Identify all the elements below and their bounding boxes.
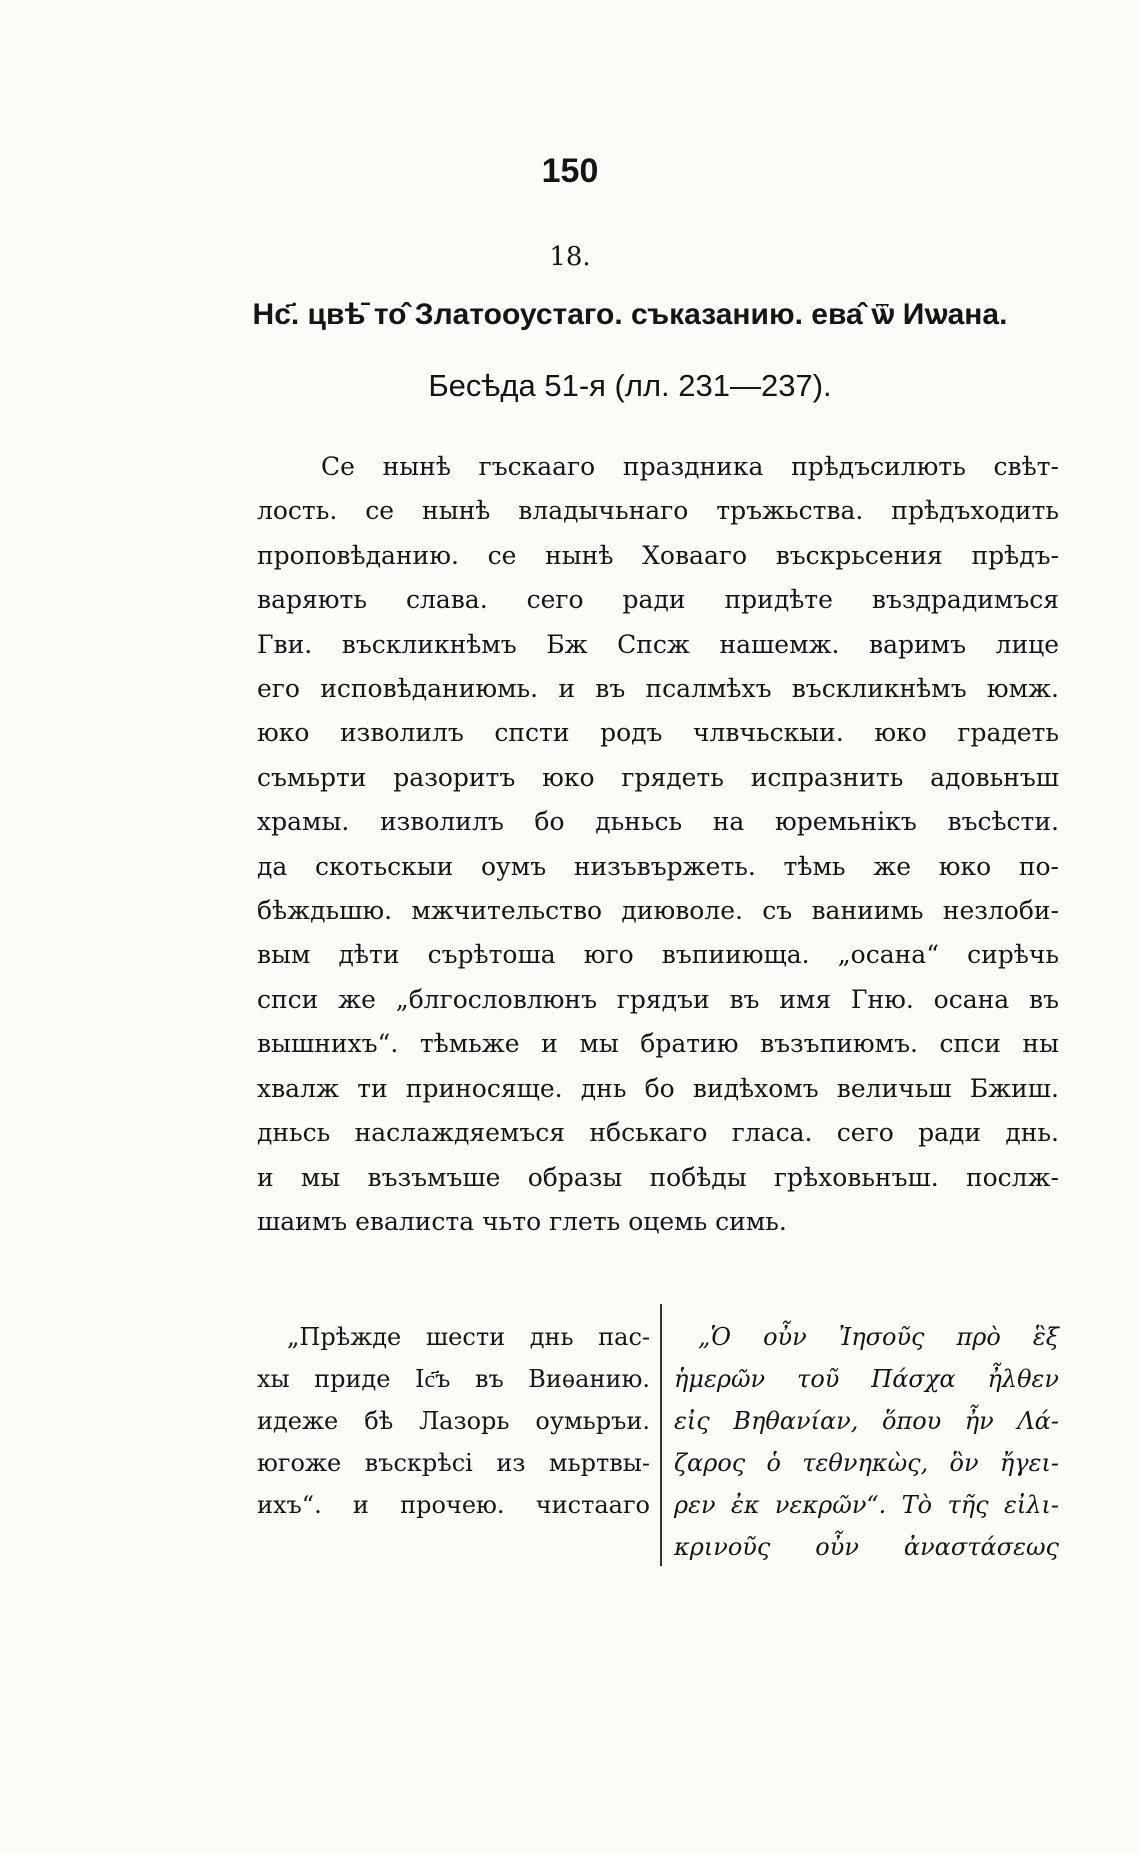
slavonic-line: югоже въскрѣсі из мьртвы- xyxy=(257,1449,650,1477)
slavonic-line: идеже бѣ Лазорь оумьръи. xyxy=(257,1407,650,1435)
section-number: 18. xyxy=(549,242,591,272)
page-subheading: Бесѣда 51-я (лл. 231—237). xyxy=(428,368,832,403)
body-line: шаимъ евалиста чьто глеть оцемь симь. xyxy=(257,1206,787,1236)
body-line: варяють слава. сего ради придѣте въздрадимъся xyxy=(257,585,1059,615)
greek-line: ρεν ἐκ νεκρῶν“. Τὸ τῆς εἰλι- xyxy=(674,1491,1059,1519)
greek-line: „Ὁ οὖν Ἰησοῦς πρὸ ἓξ xyxy=(698,1323,1059,1351)
body-line: дньсь наслаждяемъся нбськаго гласа. сего ради днь. xyxy=(257,1118,1059,1148)
body-line: проповѣданию. се нынѣ Ховааго въскрьсения прѣдъ- xyxy=(257,540,1059,570)
slavonic-column xyxy=(257,1316,650,1526)
body-paragraph xyxy=(257,445,1059,1244)
body-line: Гви. въскликнѣмъ Бж Спсж нашемж. варимъ лице xyxy=(257,629,1059,659)
column-divider xyxy=(660,1304,662,1566)
body-line: да скотьскыи оумъ низъвържеть. тѣмь же юко по- xyxy=(257,851,1059,881)
body-line: хвалж ти приносяще. днь бо видѣхомъ величьш Бжиш. xyxy=(257,1073,1059,1103)
body-line: бѣждьшю. мжчительство диюволе. съ ваниимь незлоби- xyxy=(257,896,1059,926)
slavonic-line: хы приде Іс҃ъ въ Виѳанию. xyxy=(257,1365,650,1393)
body-line: вым дѣти сърѣтоша юго въпииюща. „осана“ сирѣчь xyxy=(257,940,1059,970)
body-line: Се нынѣ гъскааго праздника прѣдъсилють свѣт- xyxy=(321,452,1059,481)
greek-line: ζαρος ὁ τεθνηκὼς, ὃν ἤγει- xyxy=(674,1449,1059,1477)
body-line: лость. се нынѣ владычьнаго тръжьства. прѣдъходить xyxy=(257,496,1059,526)
slavonic-line: ихъ“. и прочею. чистааго xyxy=(257,1491,650,1519)
body-line: съмьрти разоритъ юко грядеть испразнить адовьнъш xyxy=(257,762,1059,792)
page-heading: Нс҃. цвѣ̄ то̂ Златооустаго. съказанию. ева̂ ѿ Иѡана. xyxy=(252,298,1008,331)
greek-line: ἡμερῶν τοῦ Πάσχα ἦλθεν xyxy=(674,1365,1059,1393)
body-line: и мы възъмъше образы побѣды грѣховьнъш. послж- xyxy=(257,1162,1059,1192)
body-line: храмы. изволилъ бо дьньсь на юремьнікъ въсѣсти. xyxy=(257,807,1059,837)
body-line: спси же „блгословлюнъ грядъи въ имя Гню. осана въ xyxy=(257,984,1059,1014)
body-line: его исповѣданиюмь. и въ псалмѣхъ въскликнѣмъ юмж. xyxy=(257,674,1059,704)
slavonic-line: „Прѣжде шести днь пас- xyxy=(287,1323,650,1351)
greek-column xyxy=(674,1316,1059,1568)
page-number: 150 xyxy=(541,152,599,190)
greek-line: κρινοῦς οὖν ἀναστάσεως xyxy=(674,1533,1059,1561)
body-line: юко изволилъ спсти родъ члвчьскыи. юко градеть xyxy=(257,718,1059,748)
greek-line: εἰς Βηθανίαν, ὅπου ἦν Λά- xyxy=(674,1407,1059,1435)
body-line: вышнихъ“. тѣмьже и мы братию възъпиюмъ. спси ны xyxy=(257,1029,1059,1059)
